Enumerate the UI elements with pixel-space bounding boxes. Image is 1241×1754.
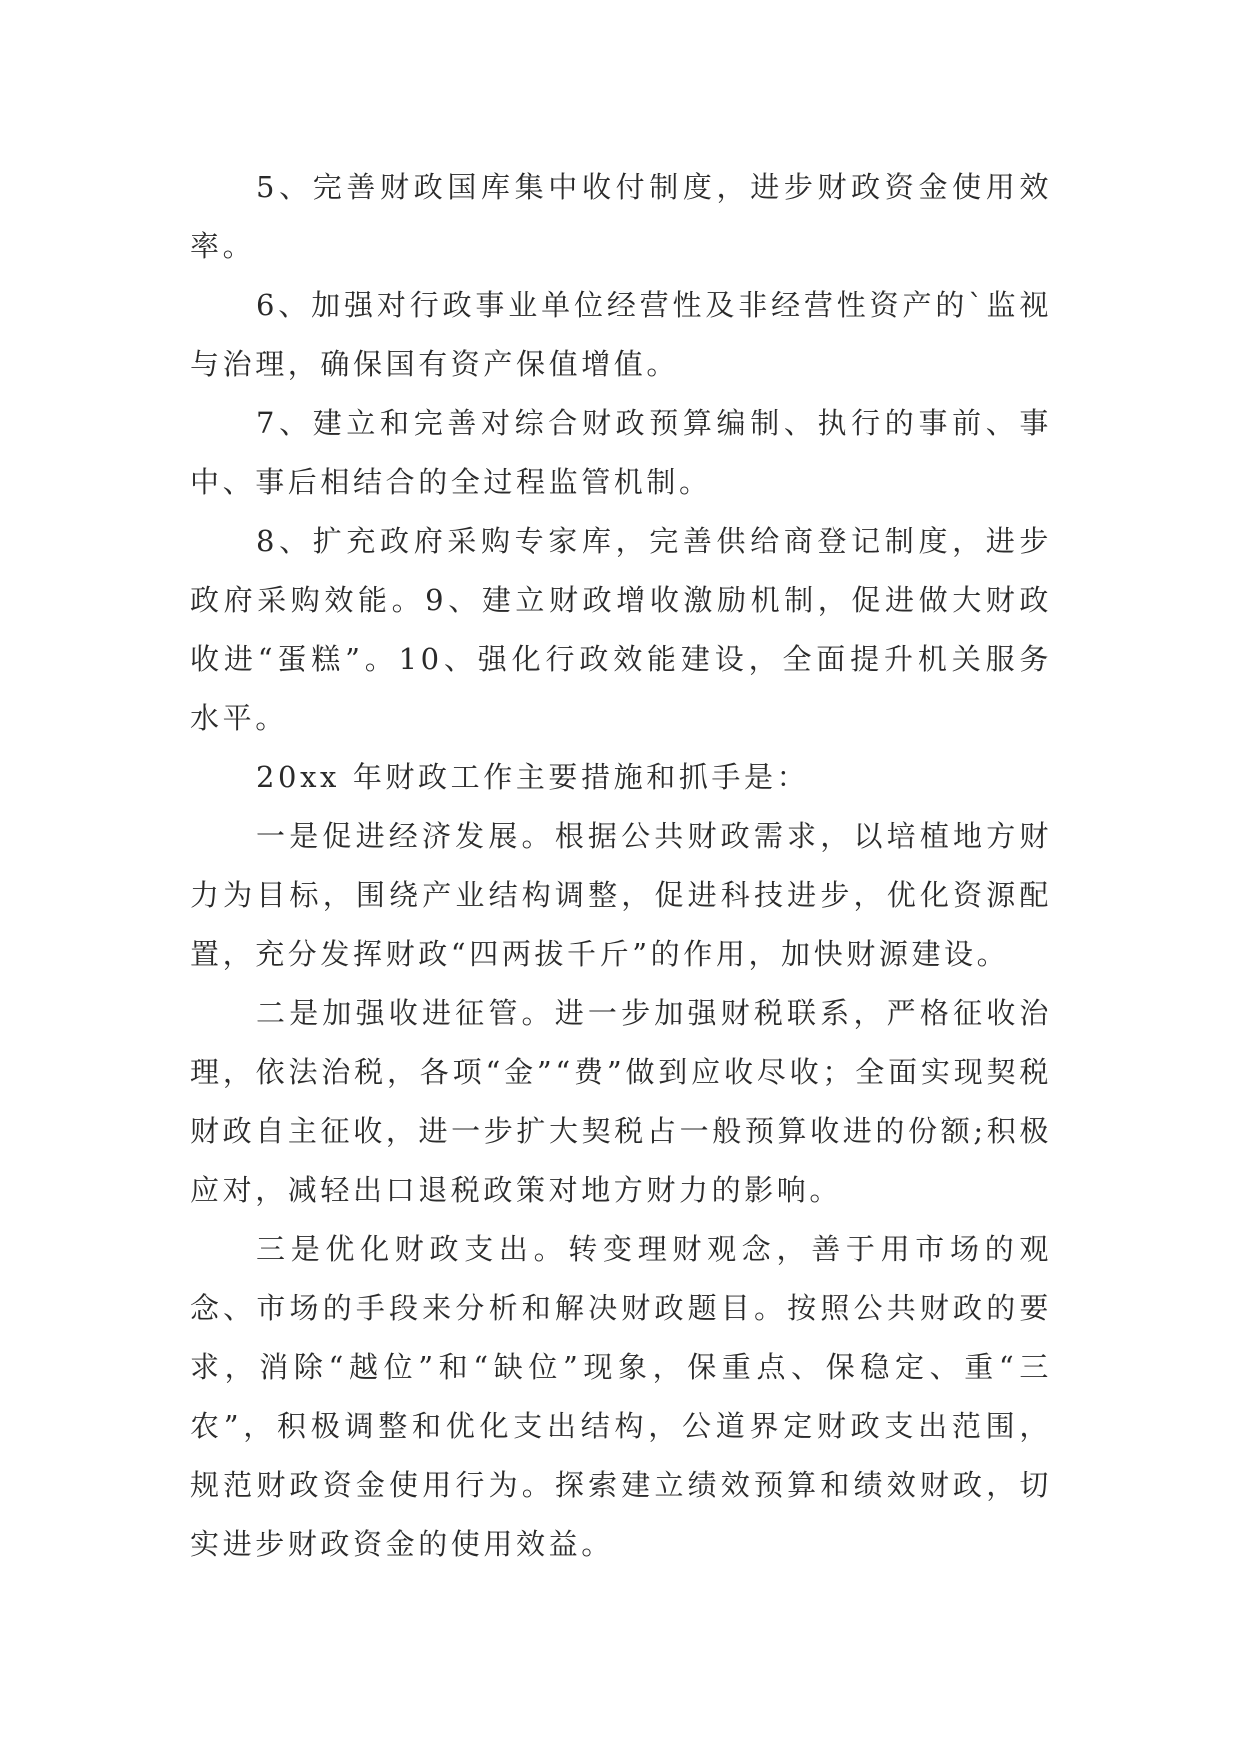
paragraph-item-7: 7、建立和完善对综合财政预算编制、执行的事前、事中、事后相结合的全过程监管机制。 (190, 406, 1052, 499)
measures-heading: 20xx 年财政工作主要措施和抓手是： (256, 760, 810, 794)
paragraph-items-8-10: 8、扩充政府采购专家库，完善供给商登记制度，进步政府采购效能。9、建立财政增收激励机制，促进做大财政收进“蛋糕”。10、强化行政效能建设，全面提升机关服务水平。 (190, 524, 1052, 735)
paragraph-item-6: 6、加强对行政事业单位经营性及非经营性资产的`监视与治理，确保国有资产保值增值。 (190, 288, 1052, 381)
document-body (190, 158, 1052, 1574)
paragraph-economic-development: 一是促进经济发展。根据公共财政需求，以培植地方财力为目标，围绕产业结构调整，促进科技进步，优化资源配置，充分发挥财政“四两拔千斤”的作用，加快财源建设。 (190, 819, 1052, 971)
paragraph-item-5: 5、完善财政国库集中收付制度，进步财政资金使用效率。 (190, 170, 1052, 263)
paragraph-revenue-collection: 二是加强收进征管。进一步加强财税联系，严格征收治理，依法治税，各项“金”“费”做到应收尽收；全面实现契税财政自主征收，进一步扩大契税占一般预算收进的份额;积极应对，减轻出口退税政策对地方财力的影响。 (190, 996, 1052, 1207)
paragraph-expenditure-optimization: 三是优化财政支出。转变理财观念，善于用市场的观念、市场的手段来分析和解决财政题目。按照公共财政的要求，消除“越位”和“缺位”现象，保重点、保稳定、重“三农”，积极调整和优化支出结构，公道界定财政支出范围，规范财政资金使用行为。探索建立绩效预算和绩效财政，切实进步财政资金的使用效益。 (190, 1232, 1052, 1561)
